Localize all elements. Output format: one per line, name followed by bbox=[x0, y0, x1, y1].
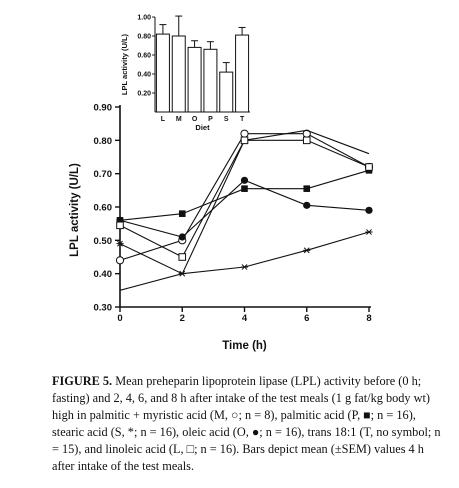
inset-bar-chart bbox=[120, 15, 250, 133]
point-P bbox=[303, 185, 310, 192]
inset-bar-O bbox=[188, 47, 201, 112]
inset-x-tick-label: S bbox=[223, 116, 229, 123]
point-O bbox=[241, 177, 248, 184]
point-L bbox=[303, 137, 310, 144]
inset-y-tick-label: 1.00 bbox=[137, 14, 151, 22]
x-axis-label: Time (h) bbox=[222, 340, 267, 352]
caption-label: FIGURE 5. bbox=[52, 374, 113, 388]
point-S bbox=[365, 229, 372, 234]
inset-y-tick-label: 0.20 bbox=[137, 90, 151, 98]
point-M bbox=[241, 130, 248, 137]
caption-text: Mean preheparin lipoprotein lipase (LPL) activity before (0 h; fasting) and 2, 4, 6, and 8 h after intake of the test meals (1 g fat/kg body wt) high in palmitic + myristic acid (M, ○; n = 8), palmitic acid (P, ■; n = 16), stearic acid (S, *; n = 16), oleic acid (O, ●; n = 16), trans 18:1 (T, no symbol; n = 15), and linoleic acid (L, □; n = 16). Bars depict mean (±SEM) values 4 h after intake of the test meals. bbox=[52, 374, 441, 473]
inset-x-axis-label: Diet bbox=[195, 123, 210, 132]
inset-bar-S bbox=[220, 72, 233, 112]
point-L bbox=[117, 222, 124, 229]
point-O bbox=[179, 233, 186, 240]
y-tick-label: 0.40 bbox=[93, 269, 112, 281]
inset-y-tick-label: 0.40 bbox=[137, 71, 151, 79]
inset-bar-T bbox=[236, 35, 249, 112]
x-tick-label: 6 bbox=[304, 313, 310, 324]
inset-x-tick-label: L bbox=[160, 116, 166, 123]
inset-x-tick-label: T bbox=[239, 116, 245, 123]
inset-x-tick-label: M bbox=[175, 116, 182, 123]
inset-x-tick-label: O bbox=[191, 116, 198, 123]
y-tick-label: 0.60 bbox=[93, 202, 112, 214]
y-tick-label: 0.90 bbox=[93, 102, 112, 114]
series-line-L bbox=[120, 140, 369, 257]
series-line-M bbox=[120, 134, 369, 261]
point-L bbox=[241, 137, 248, 144]
inset-y-axis-label: LPL activity (U/L) bbox=[120, 33, 129, 96]
inset-bar-M bbox=[172, 36, 185, 112]
inset-y-tick-label: 0.80 bbox=[137, 33, 151, 41]
figure-caption bbox=[52, 373, 447, 475]
inset-y-tick-label: 0.60 bbox=[137, 52, 151, 60]
point-S bbox=[303, 248, 310, 253]
inset-bar-P bbox=[204, 49, 217, 112]
x-tick-label: 2 bbox=[179, 313, 185, 324]
main-line-chart bbox=[69, 103, 373, 353]
point-L bbox=[366, 164, 373, 171]
point-P bbox=[179, 210, 186, 217]
inset-x-tick-label: P bbox=[208, 116, 213, 123]
point-L bbox=[179, 254, 186, 261]
y-tick-label: 0.50 bbox=[93, 235, 112, 247]
point-S bbox=[241, 264, 248, 269]
point-O bbox=[303, 202, 310, 209]
y-tick-label: 0.80 bbox=[93, 135, 112, 147]
x-tick-label: 4 bbox=[241, 313, 248, 324]
x-tick-label: 8 bbox=[366, 313, 372, 324]
x-tick-label: 0 bbox=[117, 313, 123, 324]
y-tick-label: 0.30 bbox=[93, 302, 112, 314]
point-O bbox=[365, 207, 372, 214]
point-P bbox=[241, 185, 248, 192]
y-axis-label: LPL activity (U/L) bbox=[69, 163, 81, 257]
point-M bbox=[116, 257, 123, 264]
inset-bar-L bbox=[156, 34, 169, 112]
y-tick-label: 0.70 bbox=[93, 169, 112, 181]
